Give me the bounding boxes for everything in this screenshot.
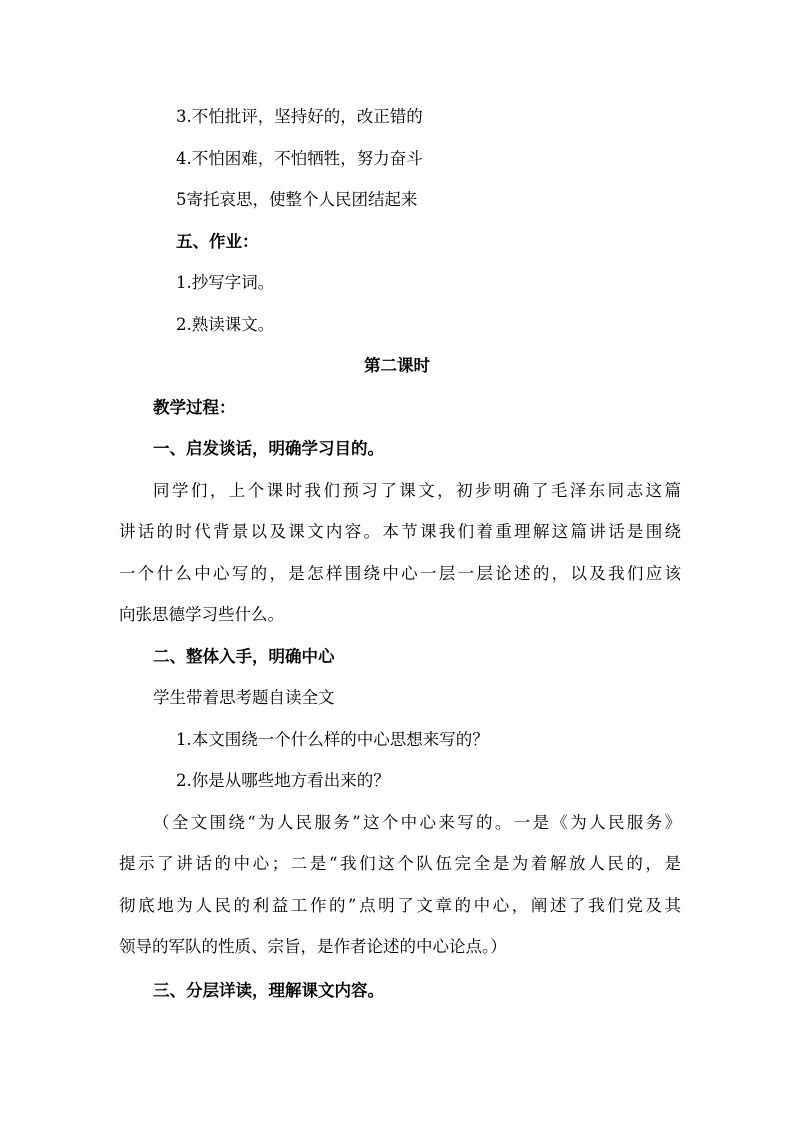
lesson-title: 第二课时 (364, 356, 430, 375)
homework-heading: 五、作业： (176, 232, 259, 251)
section1-paragraph-line-1: 同学们，上个课时我们预习了课文，初步明确了毛泽东同志这篇 (153, 481, 681, 500)
section1-paragraph-line-2: 讲话的时代背景以及课文内容。本节课我们着重理解这篇讲话是围绕 (119, 522, 681, 541)
section1-paragraph-line-3: 一个什么中心写的，是怎样围绕中心一层一层论述的，以及我们应该 (119, 564, 681, 583)
homework-item-2: 2.熟读课文。 (176, 315, 275, 334)
section2-heading: 二、整体入手，明确中心 (153, 647, 335, 666)
section1-heading: 一、启发谈话，明确学习目的。 (153, 439, 384, 458)
section1-paragraph-line-4: 向张思德学习些什么。 (119, 605, 284, 624)
section2-answer-line-4: 领导的军队的性质、宗旨，是作者论述的中心论点。） (119, 937, 507, 956)
homework-item-1: 1.抄写字词。 (176, 273, 275, 292)
section2-intro: 学生带着思考题自读全文 (153, 688, 335, 707)
section2-answer-line-1: （全文围绕“为人民服务”这个中心来写的。一是《为人民服务》 (153, 813, 681, 832)
section3-heading: 三、分层详读，理解课文内容。 (153, 981, 384, 1000)
process-heading: 教学过程： (153, 398, 236, 417)
list-item-4: 4.不怕困难，不怕牺牲，努力奋斗 (176, 149, 423, 168)
list-item-5: 5寄托哀思，使整个人民团结起来 (176, 190, 418, 209)
list-item-3: 3.不怕批评，坚持好的，改正错的 (176, 107, 423, 126)
section2-answer-line-3: 彻底地为人民的利益工作的”点明了文章的中心，阐述了我们党及其 (119, 896, 681, 915)
section2-question-1: 1.本文围绕一个什么样的中心思想来写的？ (176, 730, 489, 749)
section2-question-2: 2.你是从哪些地方看出来的？ (176, 771, 390, 790)
section2-answer-line-2: 提示了讲话的中心；二是“我们这个队伍完全是为着解放人民的，是 (119, 854, 681, 873)
